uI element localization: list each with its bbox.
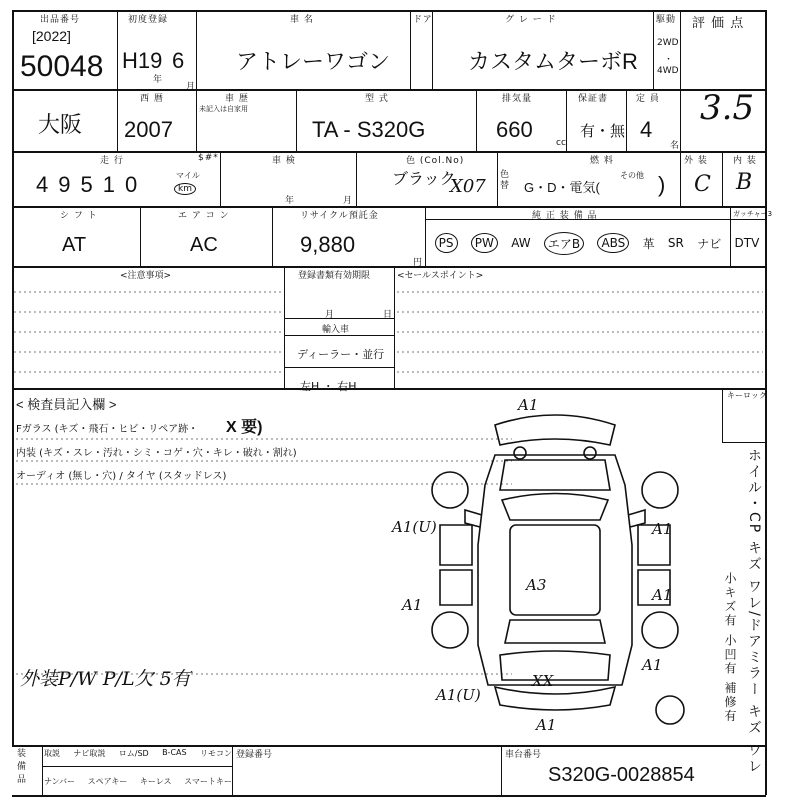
chassis-number: S320G-0028854 [548, 764, 695, 786]
equipment-item: PW [471, 233, 498, 253]
region: 大阪 [38, 112, 83, 137]
equipment-item: ABS [597, 233, 629, 253]
first-reg-year: H19 [122, 48, 163, 73]
model-type: TA - S320G [312, 117, 426, 142]
damage-mark: A3 [526, 576, 547, 594]
equipment-item: DTV [734, 236, 760, 250]
equipment-item: AW [511, 236, 531, 250]
displacement: 660 [496, 117, 533, 142]
shift: AT [62, 234, 87, 256]
air-conditioner: AC [190, 234, 218, 256]
color-code: X07 [450, 176, 486, 197]
footer-items-bottom: ナンバー スペアキー キーレス スマートキー [44, 777, 232, 786]
capacity: 4 [640, 117, 653, 142]
grade-label: グ レ ー ド [505, 15, 557, 25]
handwritten-note: 外装P/W P/L欠 5有 [20, 668, 191, 690]
damage-mark: A1(U) [392, 518, 437, 536]
damage-mark: XX [532, 672, 554, 690]
western-year: 2007 [124, 117, 173, 142]
fuel: G・D・電気( [524, 180, 600, 195]
exterior-grade: C [694, 172, 711, 197]
equipment-item: PS [435, 233, 458, 253]
damage-mark: A1 [536, 716, 557, 734]
damage-mark: A1 [652, 520, 673, 538]
year-bracket: [2022] [32, 28, 71, 44]
damage-mark: A1(U) [436, 686, 481, 704]
footer-items-top: 取説 ナビ取説 ロム/SD B-CAS リモコン [44, 748, 232, 758]
equipment-item: エアB [544, 232, 584, 255]
equipment-item: 革 [642, 236, 655, 251]
color-name: ブラック [392, 171, 456, 188]
damage-mark: A1 [642, 656, 663, 674]
first-reg-label: 初度登録 [128, 15, 169, 25]
grade-value: カスタムターボR [468, 49, 638, 74]
dotted-lines-right [395, 276, 765, 386]
rating-value: 3.5 [700, 88, 755, 128]
warranty: 有・無 [580, 123, 626, 140]
door-label: ドア [413, 15, 433, 25]
model-label: 車 名 [290, 15, 314, 25]
equipment-item: ナビ [697, 236, 722, 251]
drive-label: 駆動 [656, 15, 677, 25]
model-name: アトレーワゴン [236, 49, 391, 74]
damage-mark: A1 [518, 396, 539, 414]
dotted-lines-left [12, 276, 284, 386]
auction-sheet: 出品番号 [2022] 50048 初度登録 H19 6 年 月 車 名 アトレーワゴン ドア グ レ ー ド カスタムターボR 駆動 2WD ・ 4WD 評 価 点 3.5 大阪 西 暦 2007 車 歴 未記入は自家用 型 式 TA - S320G 排気量 660 cc 保証書 有・無 定 員 4 名 走 行 4 9 5 1 0 マイル km $#* 車 検 年 月 色 (Col.No) ブラック X07 色替 燃 料 G・D・電気( その他 ) 外 装 C 内 装 B シ フ ト AT エ ア コ ン AC リサイクル預託金 9,880 円 純 正 装 備 品 ガッチャー3 PS PW AW エアB ABS 革 SR ナビ DTV <注意事項> 登録書類有効期限 月 日 輸入車 ディーラー・並行 左H ・ 右H <セールスポイント> < 検査員記入欄 > Fガラス (キズ・飛石・ヒビ・リペア跡・ X 要) 内装 (キズ・スレ・汚れ・シミ・コゲ・穴・キレ・破れ・割れ) オーディオ (無し・穴) / タイヤ (スタッドレス) 外装P/W P/L欠 5有 キーロック ホイル・CP キズ ワレ/ドアミラー キズ ワレ 小キズ有 小凹有 補修有 A1 A1(U) A1 A1 A3 A1 A1 A1(U) XX A1 装備品 取説 ナビ取説 ロム/SD B-CAS リモコン ナンバー スペアキー キーレス スマートキー 登録番号 車台番号 S320G-0028854 [0, 0, 800, 800]
lot-label: 出品番号 [40, 15, 81, 25]
damage-mark: A1 [402, 596, 423, 614]
damage-mark: A1 [652, 586, 673, 604]
mileage-digits: 4 9 5 1 0 [36, 172, 138, 197]
equipment-list [428, 229, 766, 257]
equip-footer-label: 装備品 [17, 749, 27, 785]
recycle-fee: 9,880 [300, 232, 356, 257]
inspector-title: < 検査員記入欄 > [16, 397, 117, 412]
lot-number: 50048 [20, 50, 104, 83]
rating-label: 評 価 点 [692, 16, 745, 31]
first-reg-month: 6 [172, 48, 185, 73]
equipment-item: SR [667, 236, 684, 250]
interior-grade: B [736, 170, 753, 195]
car-diagram [410, 395, 700, 725]
